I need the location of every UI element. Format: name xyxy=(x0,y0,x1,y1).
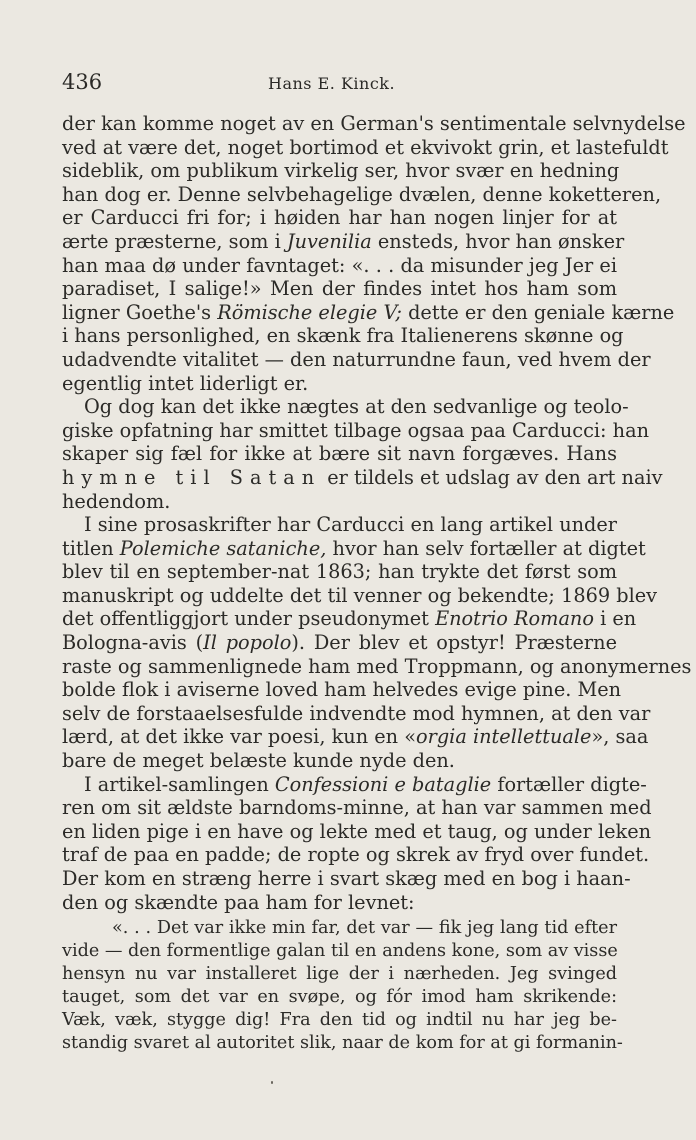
text-line: egentlig intet liderligt er. xyxy=(62,371,309,395)
text-line: bolde flok i aviserne loved ham helvedes evige pine. Men xyxy=(62,678,622,702)
text-line: sideblik, om publikum virkelig ser, hvor svær en hedning xyxy=(62,159,620,183)
body-text xyxy=(62,112,692,1055)
italic-title: Il popolo xyxy=(203,631,292,655)
text-line: bare de meget belæste kunde nyde den. xyxy=(62,749,455,773)
text-line: selv de forstaaelsesfulde indvendte mod hymnen, at den var xyxy=(62,701,651,725)
quote-line: tauget, som det var en svøpe, og fór imod ham skrikende: xyxy=(62,987,617,1008)
text-line: Der kom en stræng herre i svart skæg med en bog i haan- xyxy=(62,867,631,890)
quote-line: standig svaret al autoritet slik, naar de kom for at gi formanin- xyxy=(62,1033,623,1054)
text-line: blev til en september-nat 1863; han trykte det først som xyxy=(62,560,617,584)
text-line: titlen Polemiche sataniche, hvor han selv fortæller at digtet xyxy=(62,536,646,560)
paragraph-start: I sine prosaskrifter har Carducci en lang artikel under xyxy=(84,513,617,537)
spaced-title: hymne til Satan xyxy=(62,465,322,489)
text-line: den og skændte paa ham for levnet: xyxy=(62,890,415,914)
italic-title: Polemiche sataniche, xyxy=(119,536,327,560)
quote-line: Væk, væk, stygge dig! Fra den tid og indtil nu har jeg be- xyxy=(62,1010,617,1031)
text-line: raste og sammenlignede ham med Troppmann, og anonymernes xyxy=(62,654,692,678)
page-number: 436 xyxy=(62,70,103,94)
italic-title: Confessioni e bataglie xyxy=(274,772,492,796)
italic-phrase: orgia intellettuale xyxy=(416,725,592,749)
text-line: hymne til Satan er tildels et udslag av den art naiv xyxy=(62,465,663,489)
text-line: ligner Goethe's Römische elegie V; dette er den geniale kærne xyxy=(62,300,675,324)
text-line: han dog er. Denne selvbehagelige dvælen, denne koketteren, xyxy=(62,182,662,206)
text-line: traf de paa en padde; de ropte og skrek av fryd over fundet. xyxy=(62,843,650,867)
text-line: hedendom. xyxy=(62,489,171,513)
running-head: Hans E. Kinck. xyxy=(268,74,396,93)
paragraph-start: Og dog kan det ikke nægtes at den sedvanlige og teolo- xyxy=(84,395,629,419)
quote-line: hensyn nu var installeret lige der i nærheden. Jeg svinged xyxy=(62,964,617,985)
text-line: manuskript og uddelte det til venner og bekendte; 1869 blev xyxy=(62,583,658,607)
text-line: ved at være det, noget bortimod et ekvivokt grin, et lastefuldt xyxy=(62,135,669,159)
text-line: han maa dø under favntaget: «. . . da misunder jeg Jer ei xyxy=(62,253,617,277)
text-line: lærd, at det ikke var poesi, kun en «orgia intellettuale», saa xyxy=(62,725,649,749)
text-line: det offentliggjort under pseudonymet Enotrio Romano i en xyxy=(62,607,637,631)
text-line: ren om sit ældste barndoms-minne, at han var sammen med xyxy=(62,796,652,820)
text-line: paradiset, I salige!» Men der findes intet hos ham som xyxy=(62,277,617,301)
quote-line: vide — den formentlige galan til en andens kone, som av visse xyxy=(62,941,618,962)
text-line: er Carducci fri for; i høiden har han nogen linjer for at xyxy=(62,206,617,230)
paragraph-start: I artikel-samlingen Confessioni e bataglie fortæller digte- xyxy=(84,772,647,796)
text-line: i hans personlighed, en skænk fra Italienerens skønne og xyxy=(62,324,624,348)
text-line: en liden pige i en have og lekte med et taug, og under leken xyxy=(62,819,652,843)
text-line: Bologna-avis (Il popolo). Der blev et opstyr! Præsterne xyxy=(62,631,617,655)
text-line: skaper sig fæl for ikke at bære sit navn forgæves. Hans xyxy=(62,442,617,466)
text-line: ærte præsterne, som i Juvenilia ensteds, hvor han ønsker xyxy=(62,229,625,253)
paper-speck xyxy=(271,1081,273,1084)
text-line: giske opfatning har smittet tilbage ogsaa paa Carducci: han xyxy=(62,418,649,442)
italic-title: Römische elegie V; xyxy=(217,300,402,324)
italic-title: Juvenilia xyxy=(286,229,372,253)
text-line: udadvendte vitalitet — den naturrundne faun, ved hvem der xyxy=(62,347,651,371)
italic-name: Enotrio Romano xyxy=(435,607,594,631)
quote-start: «. . . Det var ikke min far, det var — fik jeg lang tid efter xyxy=(112,918,617,939)
text-line: der kan komme noget av en German's sentimentale selvnydelse xyxy=(62,112,686,135)
page-header xyxy=(62,70,617,94)
